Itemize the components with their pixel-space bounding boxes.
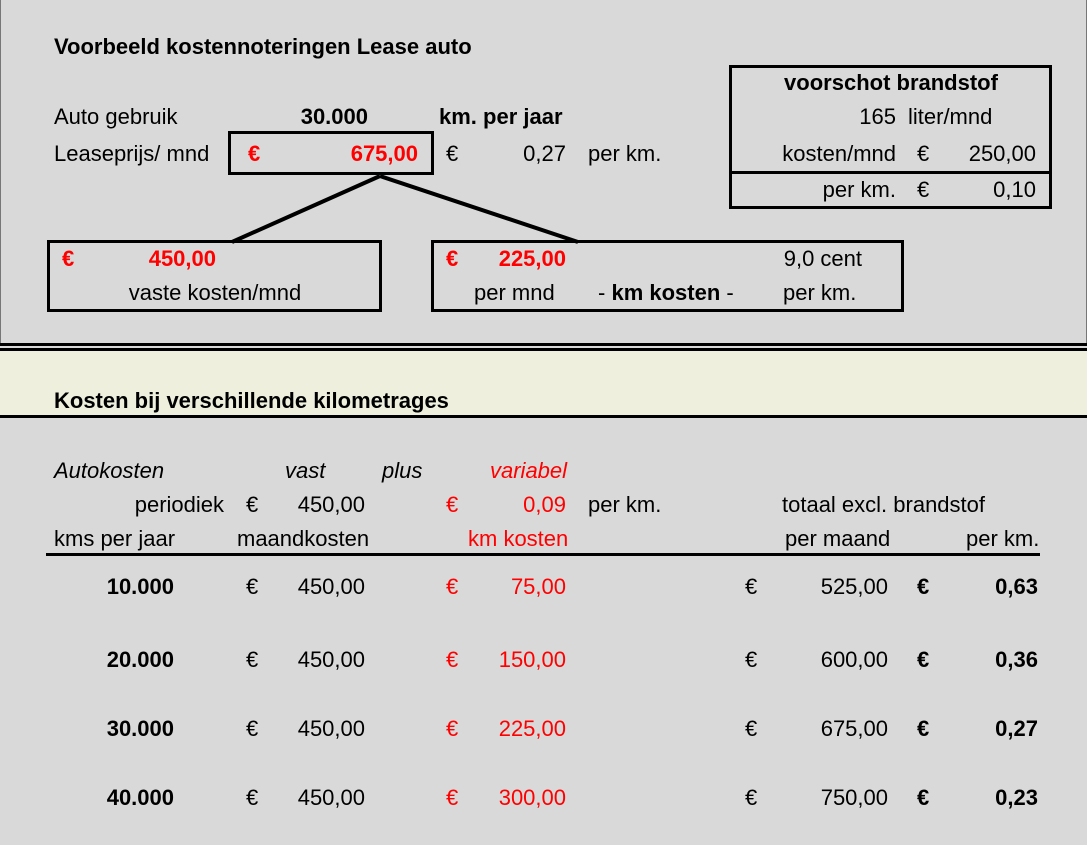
- row-total-currency: €: [745, 716, 758, 741]
- km-cent-value: 9,0 cent: [783, 246, 862, 271]
- header-autokosten: Autokosten: [54, 458, 165, 483]
- km-cent-unit: per km.: [783, 280, 857, 305]
- fuel-cost-value: 250,00: [968, 141, 1036, 166]
- col-per-maand: per maand: [785, 526, 891, 551]
- header-variabel: variabel: [490, 458, 568, 483]
- header-periodiek: periodiek: [134, 492, 224, 517]
- km-per-month-label: per mnd: [474, 280, 555, 305]
- row-perkm-currency: €: [917, 574, 930, 599]
- header-vast: vast: [285, 458, 326, 483]
- header-periodiek-value: 450,00: [297, 492, 365, 517]
- row-perkm: 0,23: [995, 785, 1038, 810]
- fuel-perkm-value: 0,10: [993, 177, 1036, 202]
- header-variabel-currency: €: [446, 492, 459, 517]
- fuel-cost-currency: €: [917, 141, 930, 166]
- row-var: 75,00: [510, 574, 566, 599]
- header-plus: plus: [382, 458, 423, 483]
- fuel-box-title: voorschot brandstof: [784, 70, 998, 95]
- usage-value: 30.000: [300, 104, 368, 129]
- fixed-label: vaste kosten/mnd: [128, 280, 302, 305]
- table-header-rule: [46, 553, 1040, 556]
- lease-currency: €: [248, 141, 261, 166]
- row-fixed-currency: €: [246, 574, 259, 599]
- row-perkm-currency: €: [917, 716, 930, 741]
- row-fixed-currency: €: [246, 716, 259, 741]
- row-total: 600,00: [820, 647, 888, 672]
- fuel-perkm-currency: €: [917, 177, 930, 202]
- section-divider-top: [0, 343, 1087, 346]
- fuel-liters-unit: liter/mnd: [908, 104, 993, 129]
- connector-left-line: [232, 176, 380, 242]
- row-var: 300,00: [498, 785, 566, 810]
- row-kms: 30.000: [106, 716, 174, 741]
- row-perkm: 0,36: [995, 647, 1038, 672]
- header-variabel-unit: per km.: [588, 492, 662, 517]
- row-fixed: 450,00: [297, 716, 365, 741]
- km-costs-center-label: [598, 280, 734, 306]
- row-var-currency: €: [446, 716, 459, 741]
- row-total-currency: €: [745, 647, 758, 672]
- row-var: 225,00: [498, 716, 566, 741]
- section-divider-band-bottom: [0, 415, 1087, 418]
- row-total: 750,00: [820, 785, 888, 810]
- row-var-currency: €: [446, 574, 459, 599]
- row-var-currency: €: [446, 647, 459, 672]
- row-var: 150,00: [498, 647, 566, 672]
- row-kms: 40.000: [106, 785, 174, 810]
- fixed-value: 450,00: [148, 246, 216, 271]
- header-variabel-value: 0,09: [523, 492, 566, 517]
- row-fixed: 450,00: [297, 785, 365, 810]
- header-totaal: totaal excl. brandstof: [782, 492, 986, 517]
- row-total: 525,00: [820, 574, 888, 599]
- page-title: Voorbeeld kostennoteringen Lease auto: [54, 34, 472, 59]
- header-periodiek-currency: €: [246, 492, 259, 517]
- row-perkm-currency: €: [917, 647, 930, 672]
- usage-label: Auto gebruik: [54, 104, 178, 129]
- row-fixed: 450,00: [297, 647, 365, 672]
- km-value: 225,00: [498, 246, 566, 271]
- fuel-liters: 165: [859, 104, 896, 129]
- km-costs-label: km kosten: [611, 280, 721, 305]
- row-total-currency: €: [745, 785, 758, 810]
- col-maandkosten: maandkosten: [237, 526, 370, 551]
- row-kms: 20.000: [106, 647, 174, 672]
- km-costs-suffix: -: [720, 280, 734, 305]
- lease-label: Leaseprijs/ mnd: [54, 141, 210, 166]
- km-costs-prefix: -: [598, 280, 612, 305]
- connector-right-line: [380, 176, 578, 242]
- row-fixed-currency: €: [246, 785, 259, 810]
- row-total-currency: €: [745, 574, 758, 599]
- row-perkm-currency: €: [917, 785, 930, 810]
- lease-perkm-currency: €: [446, 141, 459, 166]
- section-divider-band-top: [0, 348, 1087, 351]
- row-fixed-currency: €: [246, 647, 259, 672]
- col-km-kosten: km kosten: [468, 526, 569, 551]
- row-fixed: 450,00: [297, 574, 365, 599]
- col-per-km: per km.: [966, 526, 1040, 551]
- col-kms-per-jaar: kms per jaar: [54, 526, 176, 551]
- row-perkm: 0,63: [995, 574, 1038, 599]
- fixed-currency: €: [62, 246, 75, 271]
- km-currency: €: [446, 246, 459, 271]
- fuel-cost-label: kosten/mnd: [782, 141, 896, 166]
- usage-unit: km. per jaar: [439, 104, 563, 129]
- fuel-perkm-label: per km.: [822, 177, 896, 202]
- row-var-currency: €: [446, 785, 459, 810]
- row-total: 675,00: [820, 716, 888, 741]
- lease-perkm-unit: per km.: [588, 141, 662, 166]
- lease-perkm-value: 0,27: [523, 141, 566, 166]
- row-perkm: 0,27: [995, 716, 1038, 741]
- row-kms: 10.000: [106, 574, 174, 599]
- section2-title: Kosten bij verschillende kilometrages: [54, 388, 449, 413]
- lease-value: 675,00: [350, 141, 418, 166]
